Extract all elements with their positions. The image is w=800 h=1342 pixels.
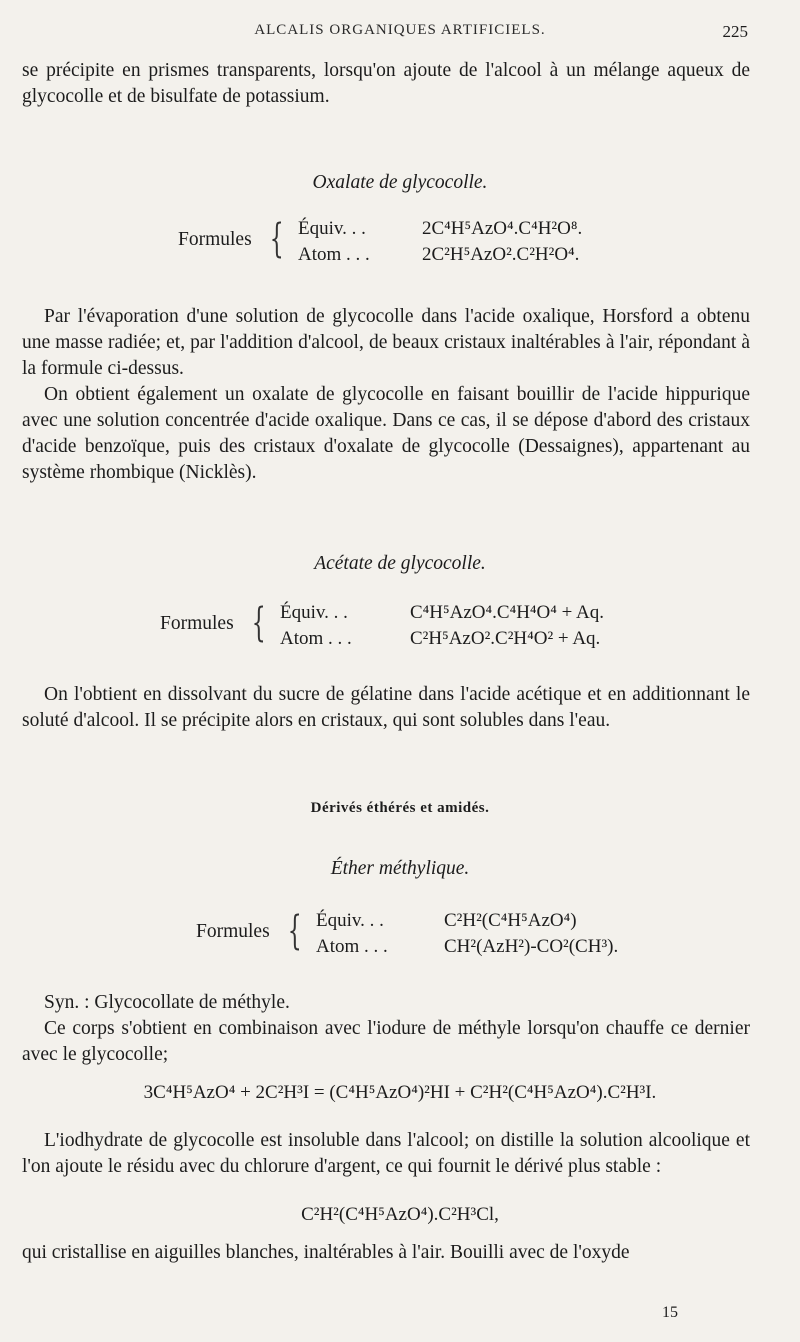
- paragraph-hippurique: On obtient également un oxalate de glycocolle en faisant bouillir de l'acide hippurique avec une solution concentrée d'acide oxalique. Dans ce cas, il se dépose d'abord des cristaux d'acide benzoïque, puis des cristaux d'oxalate de glycocolle (Dessaignes), appartenant au système rhombique (Nicklès).: [22, 384, 750, 483]
- formula-ether: [196, 908, 636, 964]
- section-heading-derives: Dérivés éthérés et amidés.: [310, 800, 490, 816]
- formula-value-equiv: C²H²(C⁴H⁵AzO⁴): [444, 910, 577, 931]
- formula-label: Formules: [196, 921, 270, 942]
- formula-oxalate: [178, 216, 598, 272]
- formula-row-atom: Atom . . .: [316, 936, 388, 957]
- paragraph-gelatine: On l'obtient en dissolvant du sucre de gélatine dans l'acide acétique et en additionnant le soluté d'alcool. Il se précipite alors en cristaux, qui sont solubles dans l'eau.: [22, 684, 750, 731]
- section-title-oxalate: Oxalate de glycocolle.: [312, 172, 488, 193]
- formula-value-atom: C²H⁵AzO².C²H⁴O² + Aq.: [410, 628, 601, 649]
- paragraph-synonym: Syn. : Glycocollate de méthyle.: [44, 992, 290, 1013]
- formula-row-equiv: Équiv. . .: [298, 218, 366, 239]
- section-title-ether: Éther méthylique.: [330, 858, 470, 879]
- formula-row-equiv: Équiv. . .: [280, 602, 348, 623]
- paragraph-aiguilles: qui cristallise en aiguilles blanches, inaltérables à l'air. Bouilli avec de l'oxyde: [22, 1242, 630, 1263]
- paragraph-iodhydrate: L'iodhydrate de glycocolle est insoluble dans l'alcool; on distille la solution alcoolique et l'on ajoute le résidu avec du chlorure d'argent, ce qui fournit le dérivé plus stable :: [22, 1130, 750, 1177]
- formula-value-atom: CH²(AzH²)-CO²(CH³).: [444, 936, 619, 957]
- equation-chlorure: C²H²(C⁴H⁵AzO⁴).C²H³Cl,: [301, 1204, 499, 1225]
- signature-mark: 15: [662, 1304, 678, 1321]
- paragraph-intro: se précipite en prismes transparents, lorsqu'on ajoute de l'alcool à un mélange aqueux de glycocolle et de bisulfate de potassium.: [22, 60, 750, 107]
- section-title-acetate: Acétate de glycocolle.: [314, 553, 486, 574]
- running-head: ALCALIS ORGANIQUES ARTIFICIELS.: [254, 22, 546, 38]
- page-number: 225: [722, 22, 748, 41]
- formula-value-equiv: C⁴H⁵AzO⁴.C⁴H⁴O⁴ + Aq.: [410, 602, 605, 623]
- formula-value-atom: 2C²H⁵AzO².C²H²O⁴.: [422, 244, 580, 265]
- equation-reaction: 3C⁴H⁵AzO⁴ + 2C²H³I = (C⁴H⁵AzO⁴)²HI + C²H²(C⁴H⁵AzO⁴).C²H³I.: [143, 1082, 657, 1103]
- formula-row-atom: Atom . . .: [298, 244, 370, 265]
- paragraph-horsford: Par l'évaporation d'une solution de glycocolle dans l'acide oxalique, Horsford a obtenu une masse radiée; et, par l'addition d'alcool, de beaux cristaux inaltérables à l'air, répondant à la formule ci-dessus.: [22, 306, 750, 379]
- paragraph-iodure: Ce corps s'obtient en combinaison avec l'iodure de méthyle lorsqu'on chauffe ce dernier avec le glycocolle;: [22, 1018, 750, 1065]
- formula-row-equiv: Équiv. . .: [316, 910, 384, 931]
- brace-icon: {: [251, 600, 266, 646]
- brace-icon: {: [287, 908, 302, 954]
- formula-acetate: [160, 600, 620, 656]
- formula-label: Formules: [160, 613, 234, 634]
- formula-value-equiv: 2C⁴H⁵AzO⁴.C⁴H²O⁸.: [422, 218, 583, 239]
- formula-row-atom: Atom . . .: [280, 628, 352, 649]
- brace-icon: {: [269, 216, 284, 262]
- formula-label: Formules: [178, 229, 252, 250]
